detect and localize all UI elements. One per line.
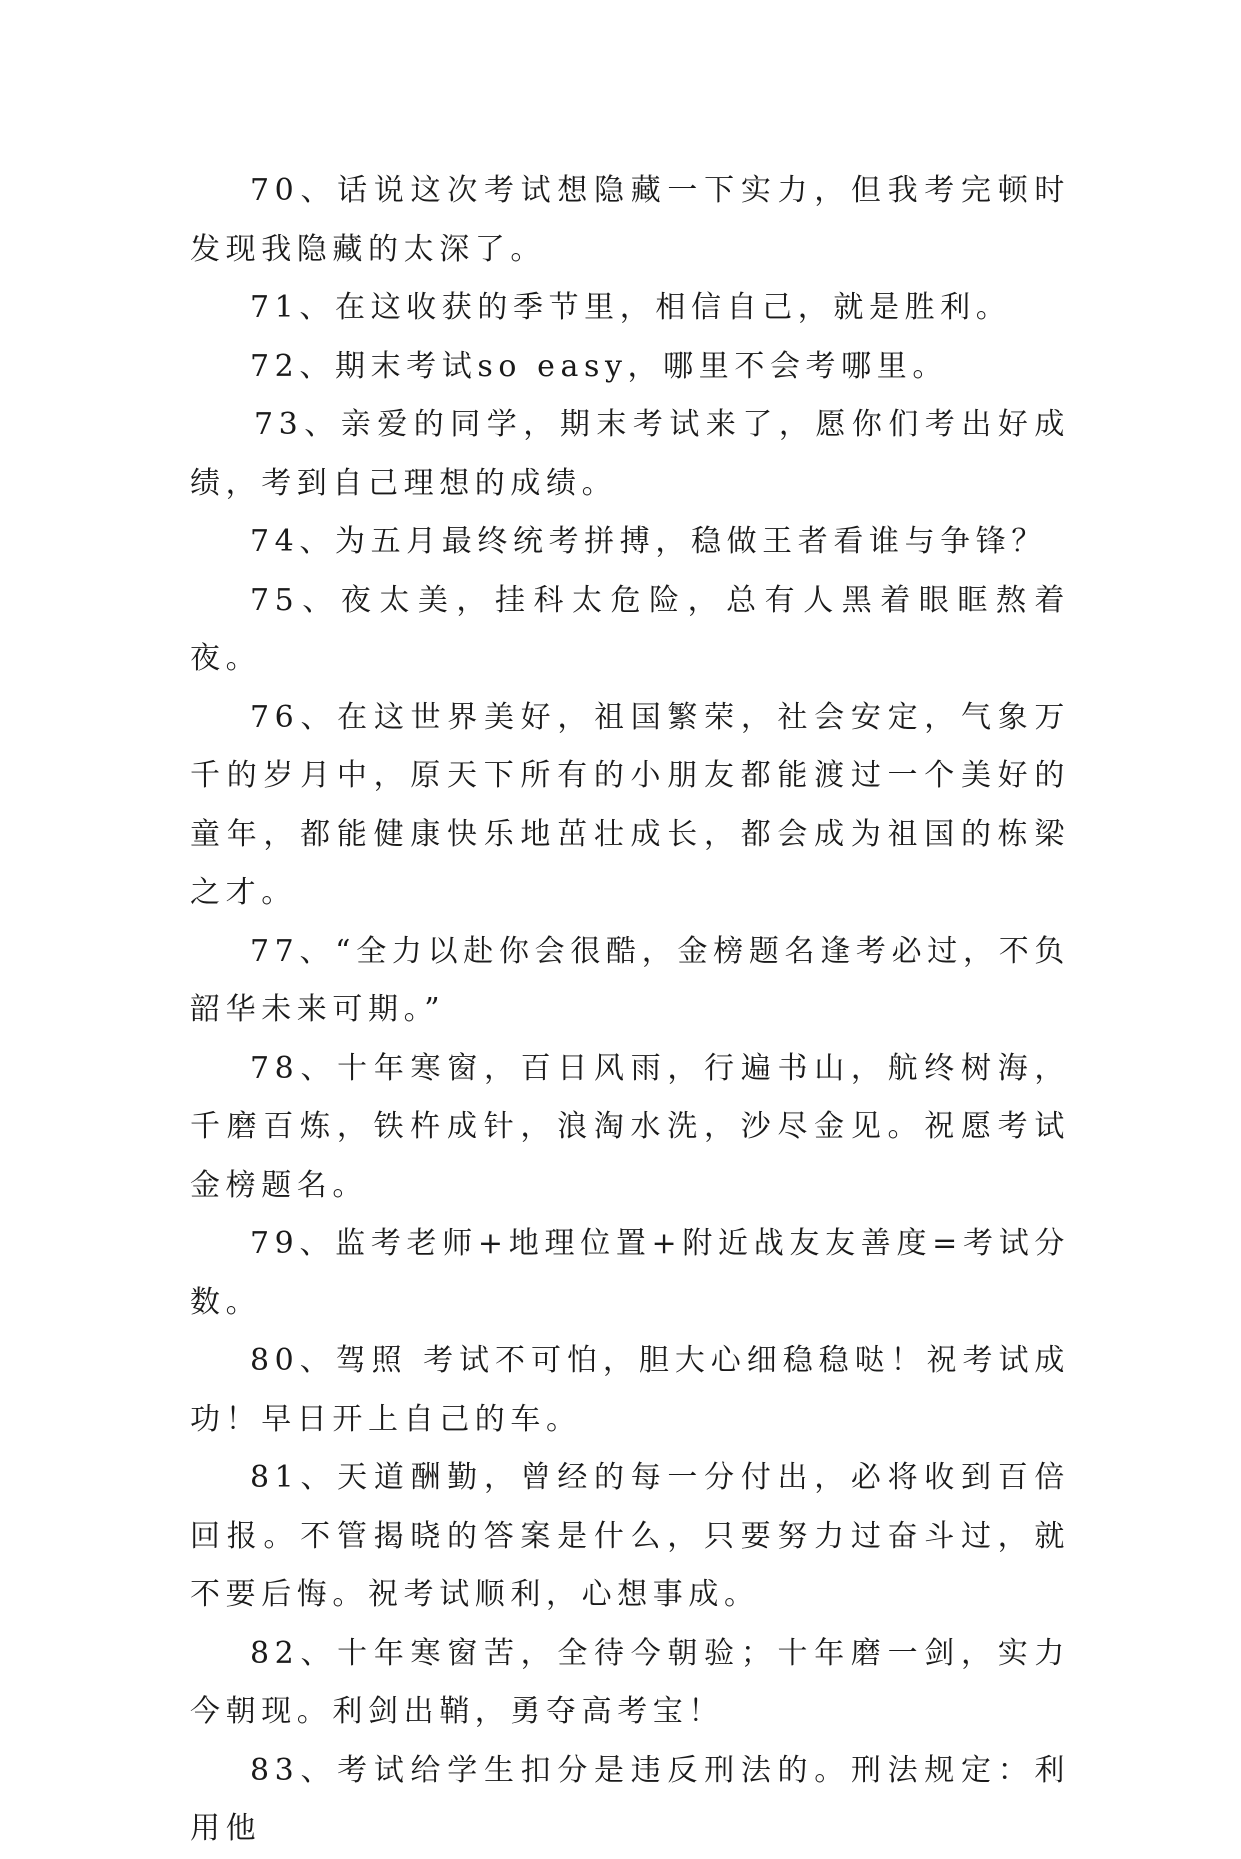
paragraph-82: 82、十年寒窗苦，全待今朝验；十年磨一剑，实力今朝现。利剑出鞘，勇夺高考宝！ bbox=[190, 1635, 1070, 1729]
paragraph-72: 72、期末考试so easy，哪里不会考哪里。 bbox=[250, 348, 948, 384]
paragraph-77: 77、“全力以赴你会很酷，金榜题名逢考必过，不负韶华未来可期。” bbox=[190, 933, 1070, 1027]
paragraph-81: 81、天道酬勤，曾经的每一分付出，必将收到百倍回报。不管揭晓的答案是什么，只要努力过奋斗过，就不要后悔。祝考试顺利，心想事成。 bbox=[190, 1460, 1070, 1612]
paragraph-71: 71、在这收获的季节里，相信自己，就是胜利。 bbox=[250, 290, 1012, 325]
paragraph-78: 78、十年寒窗，百日风雨，行遍书山，航终树海，千磨百炼，铁杵成针，浪淘水洗，沙尽金见。祝愿考试金榜题名。 bbox=[190, 1050, 1070, 1203]
paragraph-73: 73、亲爱的同学，期末考试来了，愿你们考出好成绩，考到自己理想的成绩。 bbox=[190, 407, 1070, 501]
paragraph-80: 80、驾照 考试不可怕，胆大心细稳稳哒！祝考试成功！早日开上自己的车。 bbox=[190, 1343, 1070, 1437]
document-body bbox=[190, 162, 1070, 1859]
paragraph-83: 83、考试给学生扣分是违反刑法的。刑法规定：利用他 bbox=[190, 1752, 1070, 1846]
paragraph-70: 70、话说这次考试想隐藏一下实力，但我考完顿时发现我隐藏的太深了。 bbox=[190, 173, 1070, 267]
paragraph-79: 79、监考老师+地理位置+附近战友友善度=考试分数。 bbox=[190, 1226, 1070, 1320]
paragraph-75: 75、夜太美，挂科太危险，总有人黑着眼眶熬着夜。 bbox=[190, 582, 1070, 676]
paragraph-76: 76、在这世界美好，祖国繁荣，社会安定，气象万千的岁月中，原天下所有的小朋友都能渡过一个美好的童年，都能健康快乐地茁壮成长，都会成为祖国的栋梁之才。 bbox=[190, 699, 1070, 910]
paragraph-74: 74、为五月最终统考拼搏，稳做王者看谁与争锋？ bbox=[250, 524, 1047, 559]
